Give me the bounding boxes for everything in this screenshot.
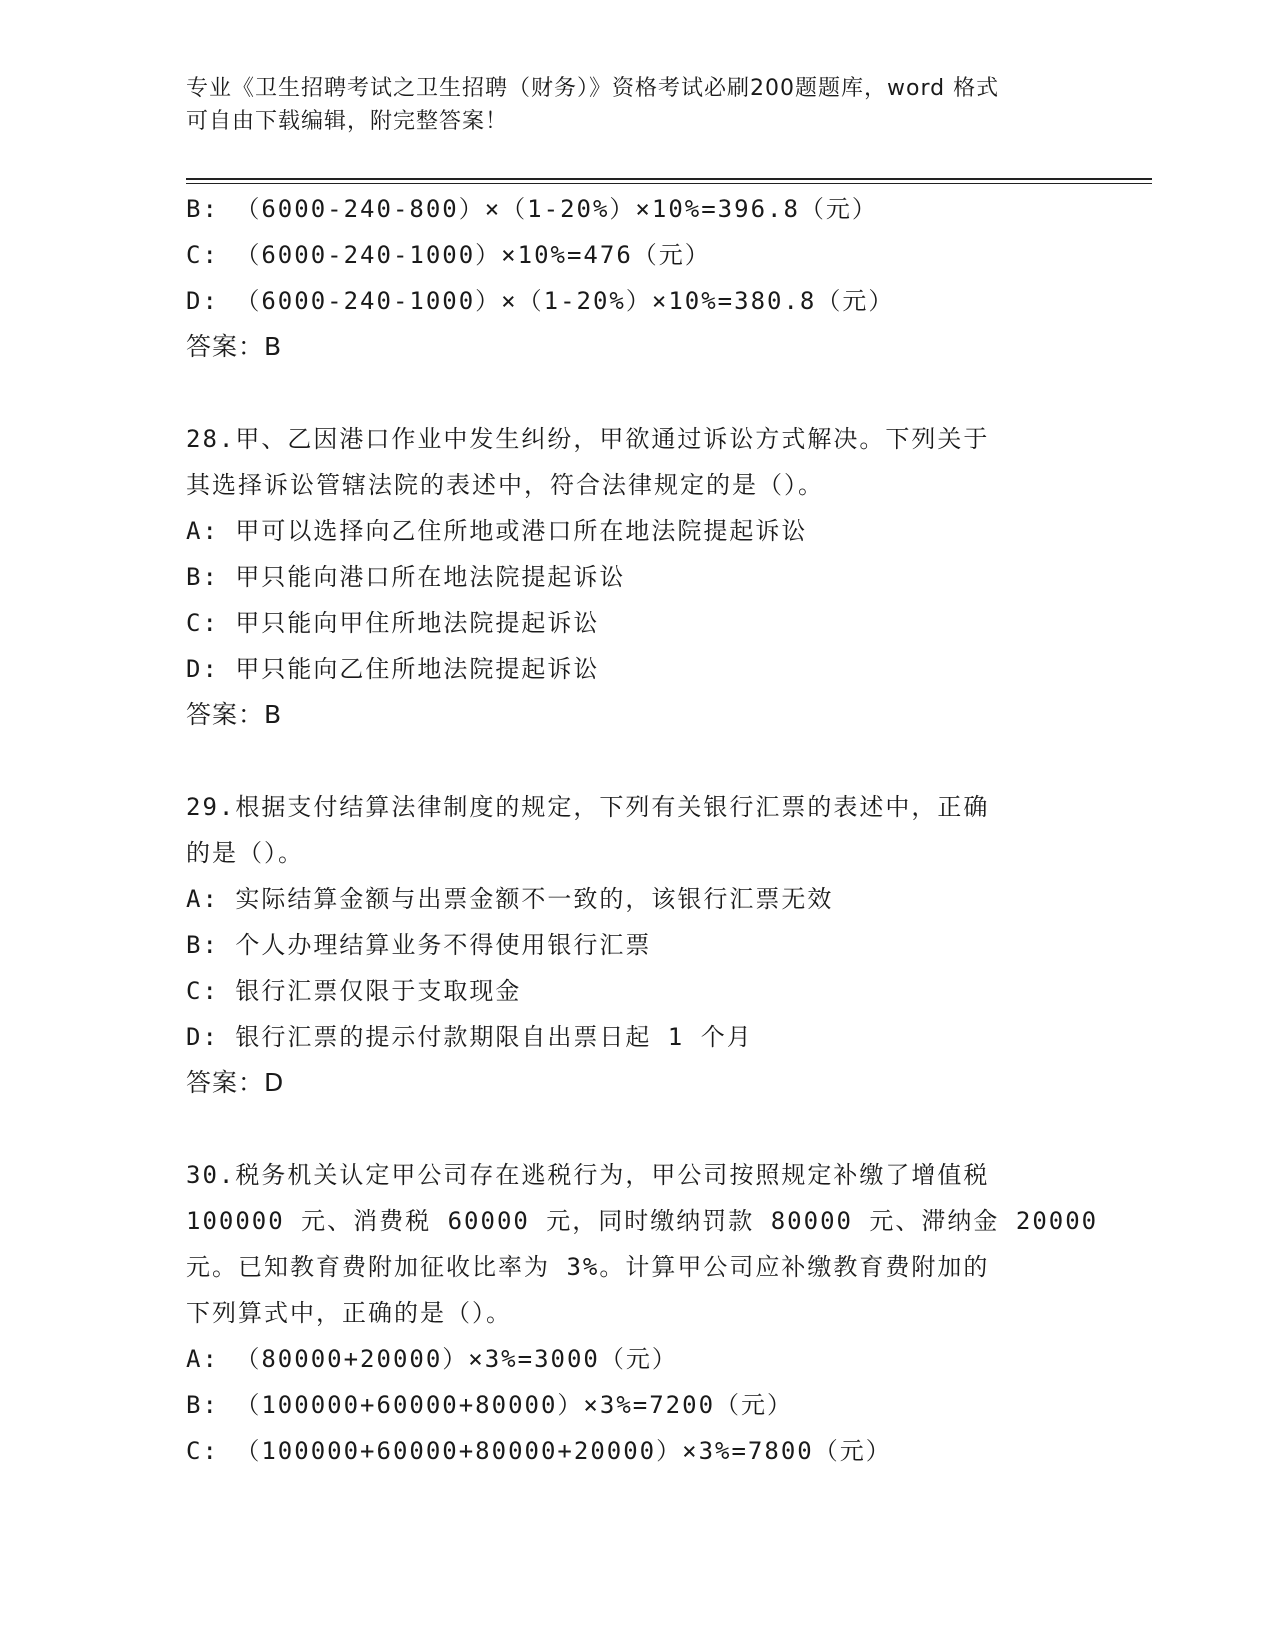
question-stem-line: 100000 元、消费税 60000 元，同时缴纳罚款 80000 元、滞纳金 20000 bbox=[186, 1207, 1099, 1235]
option-a: A: （80000+20000）×3%=3000（元） bbox=[186, 1345, 678, 1373]
question-stem-line: 28.甲、乙因港口作业中发生纠纷，甲欲通过诉讼方式解决。下列关于 bbox=[186, 425, 990, 453]
answer-label: 答案：D bbox=[186, 1068, 285, 1097]
spacer bbox=[186, 370, 1086, 416]
option-c: C: 甲只能向甲住所地法院提起诉讼 bbox=[186, 609, 600, 637]
question-stem-line: 的是（）。 bbox=[186, 839, 304, 867]
option-c: C: （6000-240-1000）×10%=476（元） bbox=[186, 241, 711, 269]
option-d: D: （6000-240-1000）×（1-20%）×10%=380.8（元） bbox=[186, 287, 895, 315]
question-stem-line: 元。已知教育费附加征收比率为 3%。计算甲公司应补缴教育费附加的 bbox=[186, 1253, 990, 1281]
option-a: A: 实际结算金额与出票金额不一致的，该银行汇票无效 bbox=[186, 885, 834, 913]
question-30 bbox=[186, 1152, 1099, 1474]
option-b: B: （100000+60000+80000）×3%=7200（元） bbox=[186, 1391, 794, 1419]
question-28 bbox=[186, 416, 1086, 738]
spacer bbox=[186, 1106, 1086, 1152]
question-stem-line: 30.税务机关认定甲公司存在逃税行为，甲公司按照规定补缴了增值税 bbox=[186, 1161, 990, 1189]
option-c: C: 银行汇票仅限于支取现金 bbox=[186, 977, 522, 1005]
header-divider-thick bbox=[186, 178, 1152, 180]
answer-label: 答案：B bbox=[186, 332, 283, 361]
answer-label: 答案：B bbox=[186, 700, 283, 729]
spacer bbox=[186, 738, 1086, 784]
option-d: D: 甲只能向乙住所地法院提起诉讼 bbox=[186, 655, 600, 683]
header-line-1: 专业《卫生招聘考试之卫生招聘（财务）》资格考试必刷200题题库，word 格式 bbox=[186, 76, 1000, 101]
header-divider-thin bbox=[186, 183, 1152, 184]
option-d: D: 银行汇票的提示付款期限自出票日起 1 个月 bbox=[186, 1023, 753, 1051]
header-line-2: 可自由下载编辑，附完整答案！ bbox=[186, 109, 509, 134]
question-stem-line: 其选择诉讼管辖法院的表述中，符合法律规定的是（）。 bbox=[186, 471, 824, 499]
page-header bbox=[186, 72, 1086, 138]
prev-question bbox=[186, 186, 1086, 370]
question-content bbox=[186, 186, 1099, 1474]
option-c: C: （100000+60000+80000+20000）×3%=7800（元） bbox=[186, 1437, 892, 1465]
question-stem-line: 29.根据支付结算法律制度的规定，下列有关银行汇票的表述中，正确 bbox=[186, 793, 990, 821]
option-b: B: 个人办理结算业务不得使用银行汇票 bbox=[186, 931, 652, 959]
question-stem-line: 下列算式中，正确的是（）。 bbox=[186, 1299, 512, 1327]
option-b: B: 甲只能向港口所在地法院提起诉讼 bbox=[186, 563, 626, 591]
option-a: A: 甲可以选择向乙住所地或港口所在地法院提起诉讼 bbox=[186, 517, 808, 545]
question-29 bbox=[186, 784, 1086, 1106]
option-b: B: （6000-240-800）×（1-20%）×10%=396.8（元） bbox=[186, 195, 878, 223]
